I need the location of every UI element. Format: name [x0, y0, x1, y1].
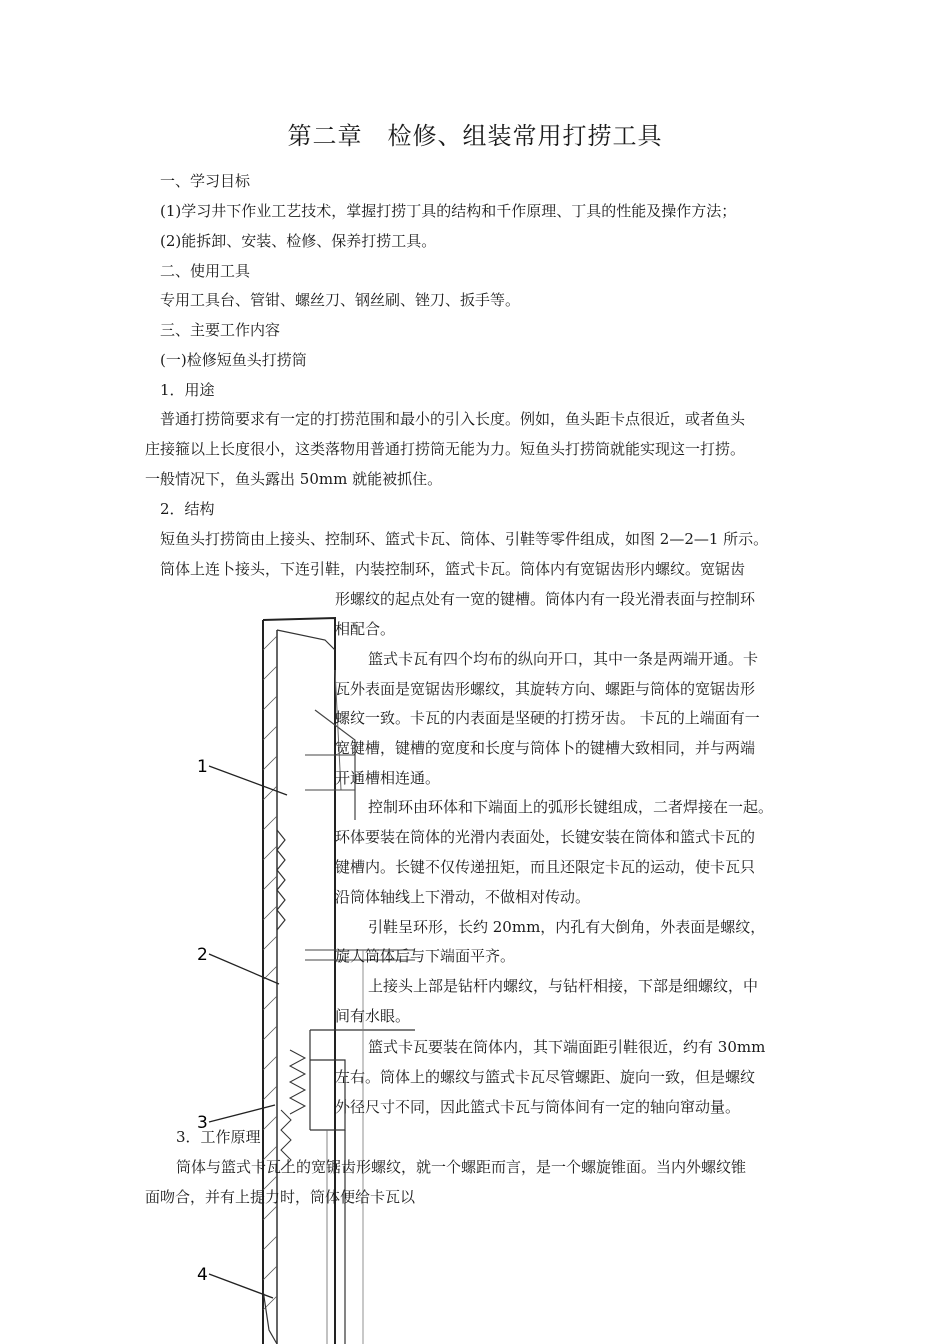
text-line: 瓦外表面是宽锯齿形螺纹，其旋转方向、螺距与筒体的宽锯齿形 — [335, 680, 756, 698]
text-line: 普通打捞筒要求有一定的打捞范围和最小的引入长度。例如，鱼头距卡点很近，或者鱼头 — [160, 410, 746, 428]
text-line: 筒体与篮式卡瓦上的宽锯齿形螺纹，就一个螺距而言，是一个螺旋锥面。当内外螺纹锥 — [176, 1158, 747, 1176]
text-line: 专用工具台、管钳、螺丝刀、钢丝刷、锉刀、扳手等。 — [160, 291, 521, 309]
figure-2-2-1 — [145, 590, 415, 1344]
text-line: 外径尺寸不同，因此篮式卡瓦与筒体间有一定的轴向窜动量。 — [335, 1098, 741, 1116]
text-line: 一般情况下，鱼头露出 50mm 就能被抓住。 — [145, 470, 443, 488]
text-line: (2)能拆卸、安装、检修、保养打捞工具。 — [160, 232, 437, 250]
text-line: 短鱼头打捞筒由上接头、控制环、篮式卡瓦、筒体、引鞋等零件组成，如图 2—2—1 所示。 — [160, 530, 769, 548]
callout-3: 3 — [197, 1113, 208, 1133]
callout-1: 1 — [197, 757, 208, 777]
text-line: 二、使用工具 — [160, 262, 251, 280]
text-line: 键槽内。长键不仅传递扭矩，而且还限定卡瓦的运动，使卡瓦只 — [335, 858, 756, 876]
text-line: 引鞋呈环形，长约 20mm，内孔有大倒角，外表面是螺纹， — [368, 918, 766, 936]
text-line: 筒体上连卜接头，下连引鞋，内装控制环，篮式卡瓦。筒体内有宽锯齿形内螺纹。宽锯齿 — [160, 560, 746, 578]
text-line: 形螺纹的起点处有一宽的键槽。筒体内有一段光滑表面与控制环 — [335, 590, 756, 608]
text-line: 环体要装在筒体的光滑内表面处，长键安装在筒体和篮式卡瓦的 — [335, 828, 756, 846]
text-line: (1)学习井下作业工艺技术，掌握打捞丁具的结构和千作原理、丁具的性能及操作方法； — [160, 202, 737, 220]
text-line: 3．工作原理 — [176, 1128, 261, 1146]
callout-2: 2 — [197, 945, 208, 965]
text-line: 一、学习目标 — [160, 172, 251, 190]
text-line: 沿筒体轴线上下滑动，不做相对传动。 — [335, 888, 591, 906]
text-line: (一)检修短鱼头打捞筒 — [160, 351, 307, 369]
text-line: 面吻合，并有上提力时，筒体便给卡瓦以 — [145, 1188, 416, 1206]
text-line: 左右。筒体上的螺纹与篮式卡瓦尽管螺距、旋向一致，但是螺纹 — [335, 1068, 756, 1086]
text-line: 上接头上部是钻杆内螺纹，与钻杆相接，下部是细螺纹，中 — [368, 977, 759, 995]
text-line: 控制环由环体和下端面上的弧形长键组成，二者焊接在一起。 — [368, 798, 774, 816]
text-line: 间有水眼。 — [335, 1007, 411, 1025]
text-line: 开通槽相连通。 — [335, 769, 441, 787]
text-line: 三、主要工作内容 — [160, 321, 281, 339]
text-line: 1．用途 — [160, 381, 215, 399]
text-line: 相配合。 — [335, 620, 396, 638]
text-line: 螺纹一致。卡瓦的内表面是坚硬的打捞牙齿。 卡瓦的上端面有一 — [335, 709, 760, 727]
page-title: 第二章 检修、组装常用打捞工具 — [287, 122, 663, 150]
text-line: 篮式卡瓦有四个均布的纵向开口，其中一条是两端开通。卡 — [368, 650, 759, 668]
fishing-tool-drawing — [145, 590, 415, 1344]
text-line: 宽键槽，键槽的宽度和长度与筒体卜的键槽大致相同，并与两端 — [335, 739, 756, 757]
text-line: 篮式卡瓦要装在筒体内，其下端面距引鞋很近，约有 30mm — [368, 1038, 766, 1056]
text-line: 2．结构 — [160, 500, 215, 518]
text-line: 庄接箍以上长度很小，这类落物用普通打捞筒无能为力。短鱼头打捞筒就能实现这一打捞。 — [145, 440, 746, 458]
callout-4: 4 — [197, 1265, 208, 1285]
text-line: 旋人筒体后与下端面平齐。 — [335, 947, 516, 965]
